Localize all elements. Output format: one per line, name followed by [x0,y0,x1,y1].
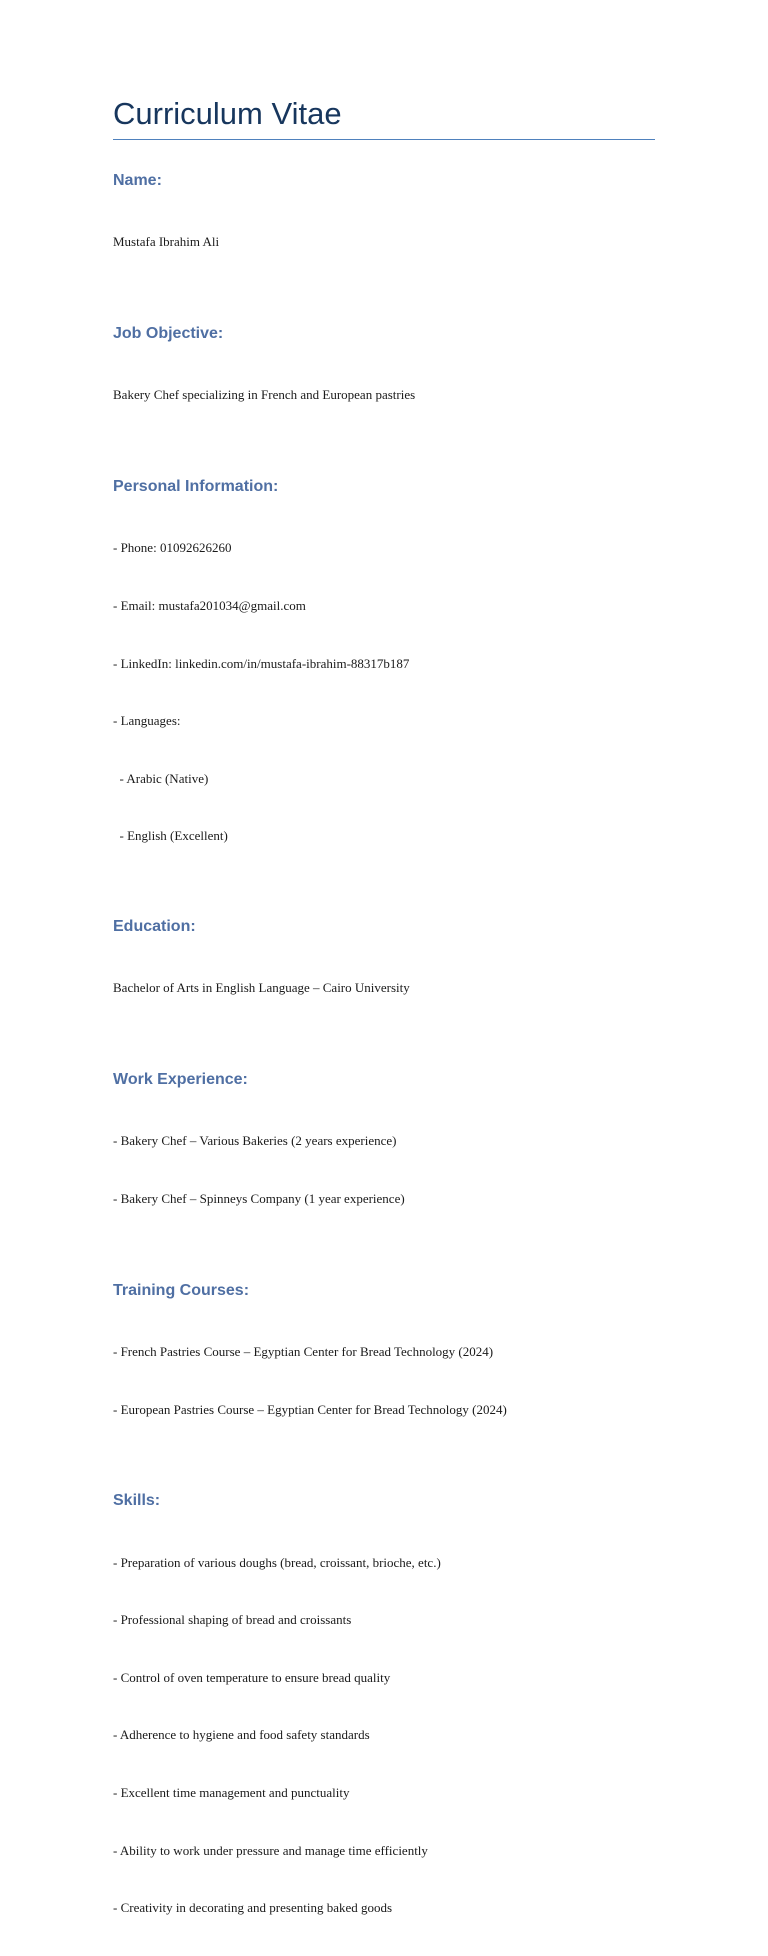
training-course-line: - French Pastries Course – Egyptian Center for Bread Technology (2024) [113,1343,494,1359]
skill-line: - Professional shaping of bread and croissants [113,1612,352,1628]
section-heading-work-experience: Work Experience: [113,1070,248,1088]
section-education [113,916,655,1036]
skill-line: - Excellent time management and punctuality [113,1784,350,1800]
skill-line: - Ability to work under pressure and manage time efficiently [113,1842,428,1858]
section-heading-education: Education: [113,917,196,935]
section-job-objective [113,323,655,443]
section-heading-name: Name: [113,172,162,189]
section-body-education [113,940,655,1036]
section-body-job-objective [113,347,655,443]
skill-line: - Control of oven temperature to ensure bread quality [113,1669,391,1685]
section-heading-training-courses: Training Courses: [113,1281,250,1299]
section-heading-personal-information: Personal Information: [113,478,279,495]
job-objective-line: Bakery Chef specializing in French and European pastries [113,387,416,403]
section-body-personal-information [113,500,655,884]
section-body-work-experience [113,1093,655,1247]
section-training-courses [113,1280,655,1458]
languages-line: - Languages: [113,713,181,729]
skill-line: - Adherence to hygiene and food safety standards [113,1727,370,1743]
language-arabic-line: - Arabic (Native) [113,770,209,786]
phone-line: - Phone: 01092626260 [113,540,232,556]
section-heading-skills: Skills: [113,1492,161,1510]
section-body-name [113,194,655,290]
section-body-training-courses [113,1304,655,1458]
linkedin-line: - LinkedIn: linkedin.com/in/mustafa-ibrahim-88317b187 [113,655,410,671]
name-line: Mustafa Ibrahim Ali [113,234,220,250]
section-heading-job-objective: Job Objective: [113,325,224,342]
training-course-line: - European Pastries Course – Egyptian Center for Bread Technology (2024) [113,1401,507,1417]
section-personal-information [113,476,655,884]
section-body-skills [113,1514,655,1956]
language-english-line: - English (Excellent) [113,828,228,844]
work-experience-line: - Bakery Chef – Various Bakeries (2 years experience) [113,1133,397,1149]
education-line: Bachelor of Arts in English Language – Cairo University [113,980,410,996]
skill-line: - Creativity in decorating and presenting baked goods [113,1900,393,1916]
work-experience-line: - Bakery Chef – Spinneys Company (1 year experience) [113,1190,405,1206]
document-title: Curriculum Vitae [113,94,655,140]
section-name [113,170,655,290]
section-work-experience [113,1069,655,1247]
cv-page [113,94,655,1956]
email-line: - Email: mustafa201034@gmail.com [113,598,306,613]
section-skills [113,1490,655,1956]
skill-line: - Preparation of various doughs (bread, croissant, brioche, etc.) [113,1554,441,1570]
